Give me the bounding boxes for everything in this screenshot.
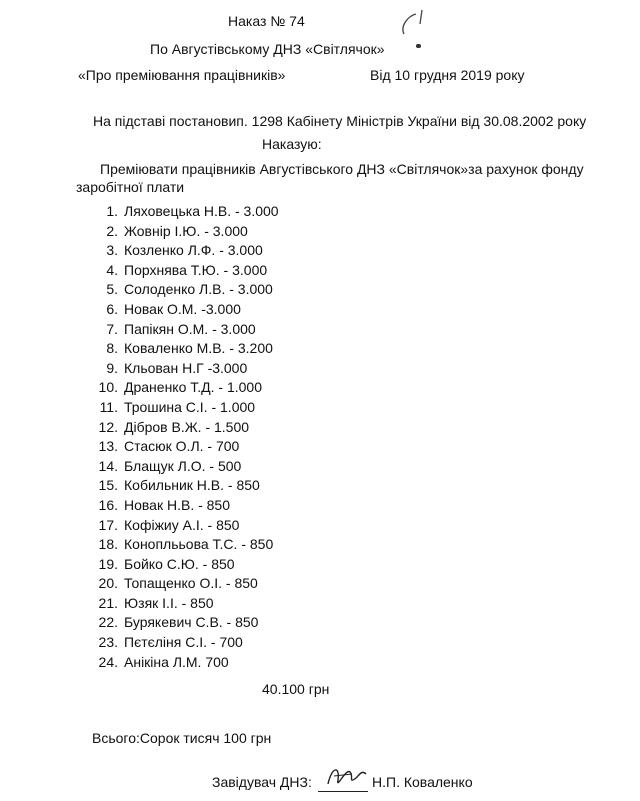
list-item bbox=[90, 476, 279, 496]
list-item bbox=[90, 339, 279, 359]
director-name: Н.П. Коваленко bbox=[372, 774, 473, 790]
list-item-text: Кльован Н.Г -3.000 bbox=[124, 359, 248, 376]
list-item-number: 14. bbox=[98, 457, 118, 474]
list-item-text: Топащенко О.І. - 850 bbox=[124, 575, 258, 592]
order-date: Від 10 грудня 2019 року bbox=[370, 67, 525, 83]
order-title: Наказ № 74 bbox=[228, 13, 305, 29]
employee-list bbox=[90, 202, 279, 672]
list-item-text: Ляховецька Н.В. - 3.000 bbox=[124, 203, 279, 219]
list-item-text: Кофіжиу А.І. - 850 bbox=[124, 516, 240, 533]
list-item-number: 15. bbox=[98, 477, 118, 494]
list-item-number: 9. bbox=[106, 359, 118, 376]
scan-dot bbox=[416, 44, 421, 48]
list-item-number: 24. bbox=[98, 653, 118, 670]
list-item-text: Дібров В.Ж. - 1.500 bbox=[124, 418, 250, 435]
list-item bbox=[90, 418, 279, 438]
order-subject: «Про преміювання працівників» bbox=[78, 67, 286, 83]
list-item bbox=[90, 574, 279, 594]
list-item-number: 21. bbox=[98, 594, 118, 611]
list-item bbox=[90, 280, 279, 300]
list-item-text: Козленко Л.Ф. - 3.000 bbox=[124, 242, 263, 259]
list-item-number: 12. bbox=[98, 418, 118, 435]
list-item bbox=[90, 241, 279, 261]
list-item bbox=[90, 594, 279, 614]
list-item-text: Бурякевич С.В. - 850 bbox=[124, 614, 259, 631]
signature-label: Завідувач ДНЗ: bbox=[212, 774, 312, 790]
list-item-number: 11. bbox=[99, 398, 118, 415]
list-item-number: 19. bbox=[98, 555, 118, 572]
list-item bbox=[90, 378, 279, 398]
signature-underline bbox=[318, 791, 368, 792]
list-item bbox=[90, 457, 279, 477]
list-item-number: 7. bbox=[106, 320, 118, 337]
total-amount: 40.100 грн bbox=[262, 681, 330, 697]
list-item bbox=[90, 222, 279, 242]
list-item-number: 1. bbox=[106, 203, 118, 219]
list-item-number: 22. bbox=[98, 614, 118, 631]
list-item-number: 5. bbox=[106, 281, 118, 298]
list-item bbox=[90, 516, 279, 536]
list-item-text: Бойко С.Ю. - 850 bbox=[124, 555, 235, 572]
list-item-number: 17. bbox=[98, 516, 118, 533]
handwritten-mark-icon bbox=[396, 8, 432, 38]
list-item-text: Новак Н.В. - 850 bbox=[124, 496, 231, 513]
list-item-text: Блащук Л.О. - 500 bbox=[124, 457, 242, 474]
list-item-text: Стасюк О.Л. - 700 bbox=[124, 438, 240, 455]
list-item bbox=[90, 653, 279, 673]
basis-line: На підставі постановип. 1298 Кабінету Міністрів України від 30.08.2002 року bbox=[93, 113, 587, 129]
list-item-number: 23. bbox=[98, 634, 118, 651]
list-item bbox=[90, 437, 279, 457]
list-item bbox=[90, 359, 279, 379]
order-text-line-1: Преміювати працівників Августівського ДНЗ «Світлячок»за рахунок фонду bbox=[100, 161, 584, 177]
total-in-words: Всього:Сорок тисяч 100 грн bbox=[92, 730, 272, 746]
list-item-number: 4. bbox=[106, 261, 118, 278]
list-item-text: Новак О.М. -3.000 bbox=[124, 300, 241, 317]
list-item-text: Папікян О.М. - 3.000 bbox=[124, 320, 256, 337]
list-item-text: Анікіна Л.М. 700 bbox=[124, 653, 229, 670]
list-item-text: Юзяк І.І. - 850 bbox=[124, 594, 214, 611]
organization-line: По Августівському ДНЗ «Світлячок» bbox=[150, 41, 385, 57]
list-item-number: 2. bbox=[106, 222, 118, 239]
list-item-number: 10. bbox=[98, 379, 118, 396]
list-item-number: 3. bbox=[106, 242, 118, 259]
order-text-line-2: заробітної плати bbox=[76, 179, 185, 195]
list-item-number: 20. bbox=[98, 575, 118, 592]
list-item-text: Порхнява Т.Ю. - 3.000 bbox=[124, 261, 268, 278]
list-item-text: Жовнір І.Ю. - 3.000 bbox=[124, 222, 248, 239]
list-item-number: 6. bbox=[106, 300, 118, 317]
list-item bbox=[90, 202, 279, 222]
list-item bbox=[90, 261, 279, 281]
list-item bbox=[90, 633, 279, 653]
list-item bbox=[90, 613, 279, 633]
list-item-text: Кобильник Н.В. - 850 bbox=[124, 477, 260, 494]
list-item-text: Трошина С.І. - 1.000 bbox=[124, 398, 256, 415]
list-item-text: Солоденко Л.В. - 3.000 bbox=[124, 281, 273, 298]
list-item bbox=[90, 398, 279, 418]
list-item-text: Коноплььова Т.С. - 850 bbox=[124, 536, 274, 553]
signature-icon bbox=[322, 762, 370, 792]
list-item-text: Драненко Т.Д. - 1.000 bbox=[124, 379, 262, 396]
list-item-text: Коваленко М.В. - 3.200 bbox=[124, 340, 273, 357]
list-item-number: 13. bbox=[98, 438, 118, 455]
list-item-number: 16. bbox=[98, 496, 118, 513]
list-item-number: 18. bbox=[98, 536, 118, 553]
list-item bbox=[90, 300, 279, 320]
list-item bbox=[90, 535, 279, 555]
list-item bbox=[90, 555, 279, 575]
list-item bbox=[90, 320, 279, 340]
list-item-text: Пєтєліня С.І. - 700 bbox=[124, 634, 243, 651]
list-item-number: 8. bbox=[106, 340, 118, 357]
command-word: Наказую: bbox=[262, 136, 322, 152]
list-item bbox=[90, 496, 279, 516]
